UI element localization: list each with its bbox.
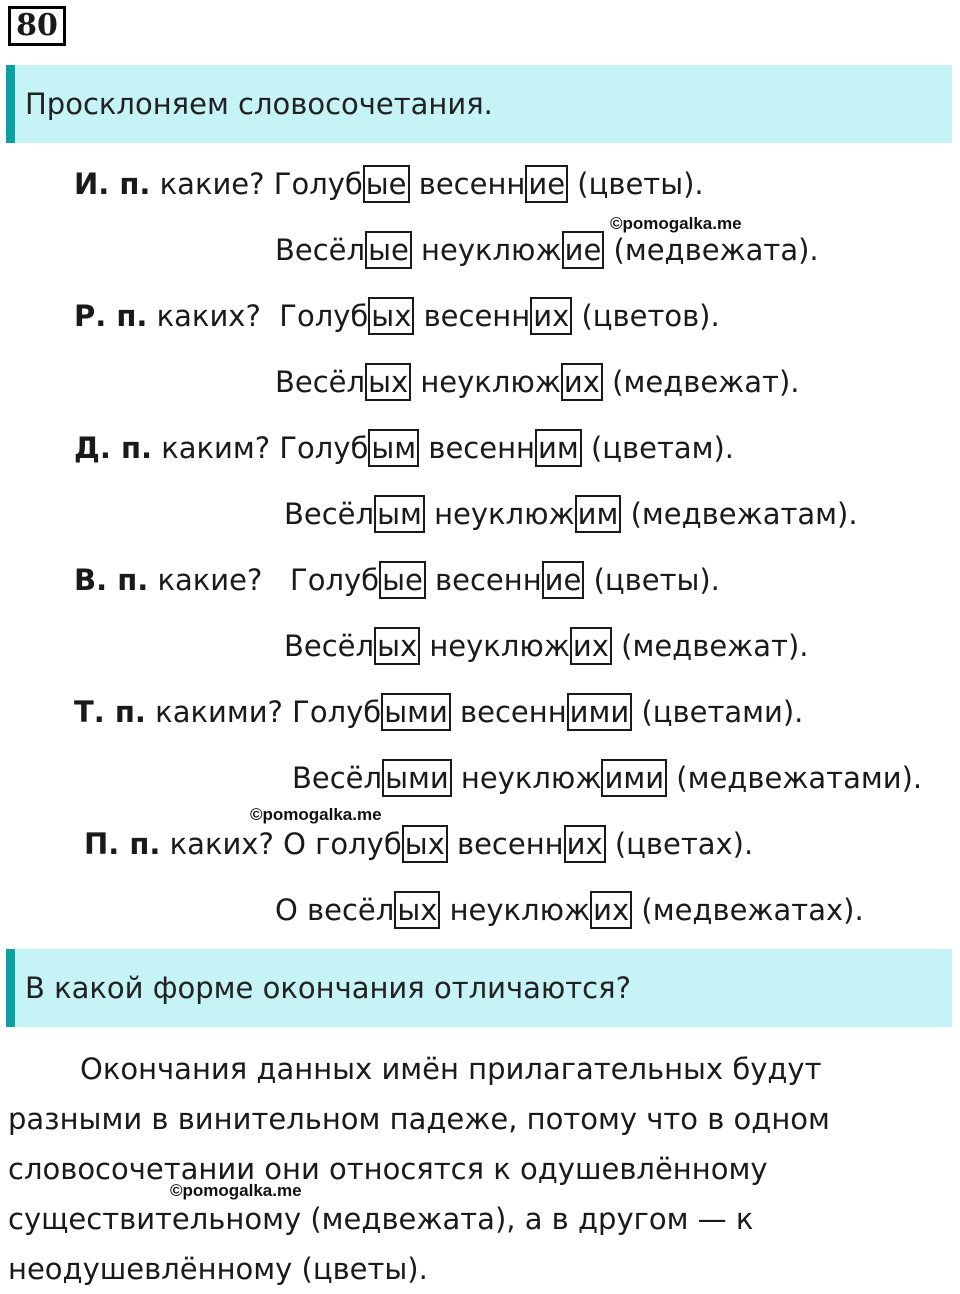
space	[426, 563, 435, 597]
ending-box: их	[530, 297, 572, 335]
answer-line-2: разными в винительном падеже, потому что в одном	[8, 1102, 830, 1136]
ending-box: ыми	[382, 759, 452, 797]
stem: О голуб	[283, 827, 402, 861]
ending-box: ие	[525, 165, 568, 203]
space	[414, 299, 423, 333]
section-header-decline: Просклоняем словосочетания.	[6, 65, 952, 143]
noun: (цветами).	[632, 695, 804, 729]
case-label: Р. п.	[74, 299, 148, 333]
space	[440, 893, 449, 927]
watermark: ©pomogalka.me	[250, 805, 382, 824]
genitive-line-1	[74, 298, 720, 334]
nominative-line-1	[74, 166, 704, 202]
space	[425, 497, 434, 531]
ending-box: ые	[365, 231, 412, 269]
stem: О весёл	[275, 893, 395, 927]
stem: Голуб	[279, 431, 369, 465]
instrumental-line-1	[74, 694, 803, 730]
stem: Весёл	[284, 497, 375, 531]
answer-text: Окончания данных имён прилагательных будут	[80, 1052, 822, 1086]
watermark: ©pomogalka.me	[170, 1181, 302, 1200]
ending-box: их	[564, 825, 606, 863]
stem: весенн	[435, 563, 542, 597]
ending-box: ие	[542, 561, 585, 599]
ending-box: ых	[365, 363, 411, 401]
ending-box: ими	[567, 693, 633, 731]
ending-box: их	[570, 627, 612, 665]
answer-line-4: существительному (медвежата), а в другом — к	[8, 1202, 754, 1236]
answer-line-3: словосочетании они относятся к одушевлённому	[8, 1152, 768, 1186]
space	[419, 431, 428, 465]
ending-box: ыми	[381, 693, 451, 731]
stem: Весёл	[284, 629, 375, 663]
noun: (цветы).	[584, 563, 720, 597]
ending-box: ых	[402, 825, 448, 863]
ending-box: ых	[394, 891, 440, 929]
stem: неуклюж	[421, 233, 562, 267]
stem: весенн	[428, 431, 536, 465]
noun: (медвежатами).	[667, 761, 923, 795]
space	[412, 233, 421, 267]
case-label: Т. п.	[74, 695, 146, 729]
answer-line-5: неодушевлённому (цветы).	[8, 1252, 428, 1286]
case-label: В. п.	[74, 563, 149, 597]
ending-box: ых	[368, 297, 414, 335]
noun: (медвежата).	[604, 233, 819, 267]
stem: неуклюж	[460, 761, 602, 795]
noun: (медвежат).	[611, 629, 809, 663]
ending-box: ых	[374, 627, 420, 665]
stem: неуклюж	[429, 629, 570, 663]
ending-box: ым	[368, 429, 419, 467]
stem: неуклюж	[420, 365, 561, 399]
ending-box: их	[561, 363, 603, 401]
question: какие?	[148, 563, 291, 597]
noun: (цветов).	[572, 299, 720, 333]
ending-box: ими	[601, 759, 667, 797]
question: какими?	[145, 695, 293, 729]
nominative-line-2	[275, 232, 819, 268]
noun: (медвежатам).	[621, 497, 858, 531]
stem: неуклюж	[449, 893, 591, 927]
watermark: ©pomogalka.me	[610, 214, 742, 233]
instrumental-line-2	[292, 760, 922, 796]
ending-box: им	[575, 495, 622, 533]
stem: весенн	[418, 167, 526, 201]
task-number: 80	[8, 6, 66, 46]
noun: (медвежат).	[602, 365, 800, 399]
case-label: П. п.	[84, 827, 161, 861]
genitive-line-2	[275, 364, 799, 400]
stem: весенн	[460, 695, 567, 729]
space	[411, 365, 420, 399]
prepositional-line-2	[275, 892, 864, 928]
noun: (цветах).	[605, 827, 754, 861]
space	[448, 827, 457, 861]
stem: весенн	[456, 827, 564, 861]
dative-line-1	[74, 430, 734, 466]
section-header-question: В какой форме окончания отличаются?	[6, 949, 952, 1027]
dative-line-2	[284, 496, 858, 532]
ending-box: их	[590, 891, 632, 929]
space	[451, 695, 460, 729]
ending-box: ые	[379, 561, 426, 599]
space	[410, 167, 419, 201]
ending-box: им	[535, 429, 582, 467]
answer-line-1	[8, 1044, 948, 1094]
stem: Голуб	[279, 299, 369, 333]
stem: Голуб	[292, 695, 382, 729]
stem: Голуб	[290, 563, 380, 597]
stem: весенн	[423, 299, 531, 333]
question: каких?	[160, 827, 284, 861]
case-label: И. п.	[74, 167, 151, 201]
stem: Голуб	[273, 167, 363, 201]
case-label: Д. п.	[74, 431, 152, 465]
question: каким?	[152, 431, 280, 465]
space	[420, 629, 429, 663]
stem: Весёл	[275, 233, 366, 267]
answer-paragraph	[8, 1044, 948, 1294]
noun: (цветы).	[568, 167, 704, 201]
ending-box: ие	[562, 231, 605, 269]
accusative-line-1	[74, 562, 720, 598]
noun: (медвежатах).	[632, 893, 864, 927]
ending-box: ым	[374, 495, 425, 533]
stem: неуклюж	[434, 497, 575, 531]
prepositional-line-1	[84, 826, 753, 862]
question: какие?	[150, 167, 274, 201]
space	[452, 761, 461, 795]
ending-box: ые	[363, 165, 410, 203]
question: каких?	[147, 299, 280, 333]
stem: Весёл	[292, 761, 383, 795]
noun: (цветам).	[581, 431, 735, 465]
accusative-line-2	[284, 628, 808, 664]
stem: Весёл	[275, 365, 366, 399]
